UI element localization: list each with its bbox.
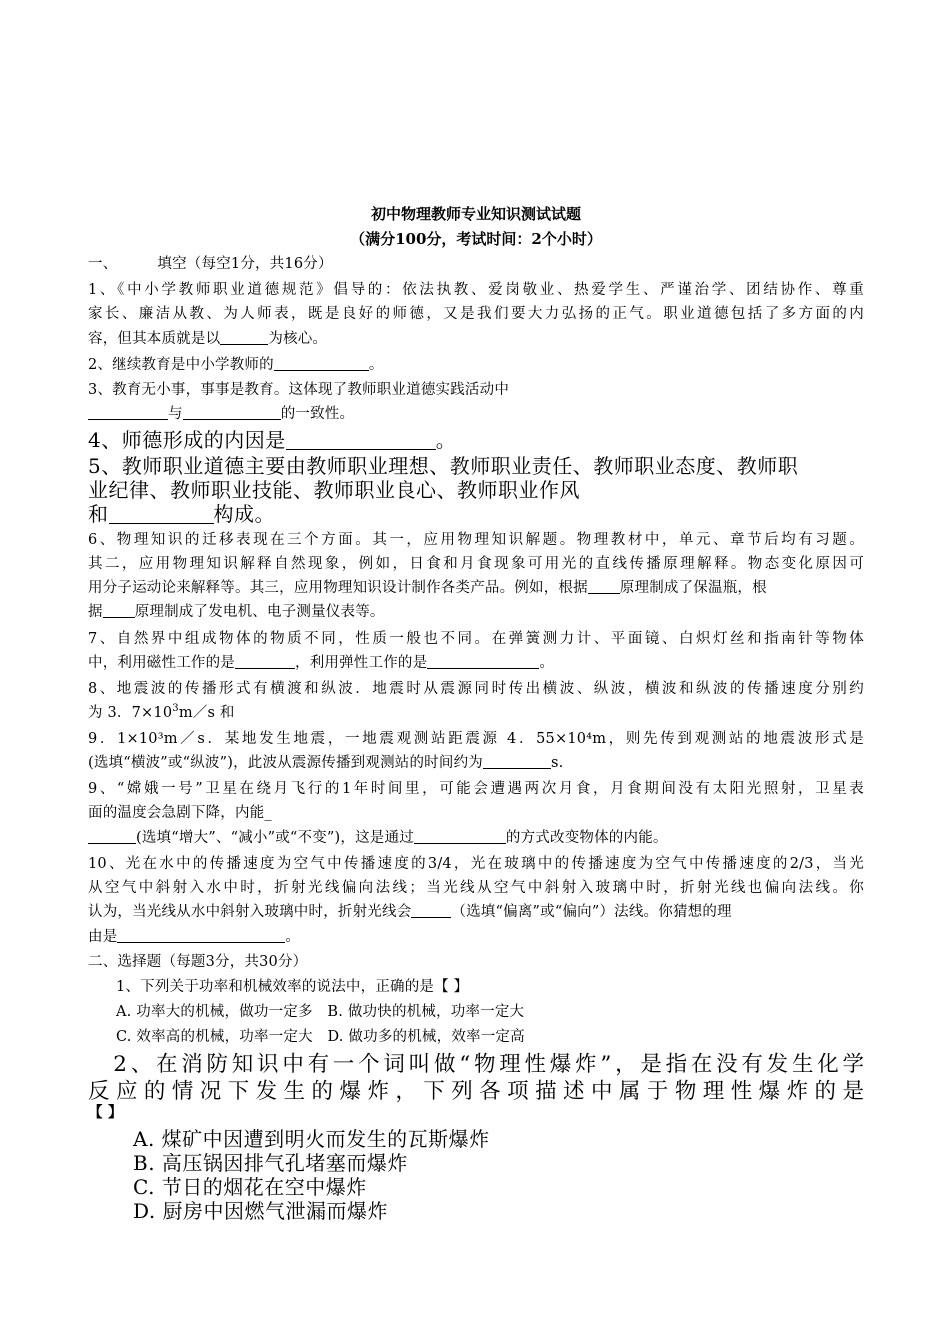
blank-5 (109, 503, 214, 524)
page-title: 初中物理教师专业知识测试试题 (370, 205, 581, 223)
mc-2-line-1: 2、在消防知识中有一个词叫做“物理性爆炸”，是指在没有发生化学 (88, 1052, 864, 1077)
blank-9b1 (88, 829, 136, 844)
question-3-line-2: 与 的一致性。 (88, 402, 354, 423)
mc-2-line-2: 反应的情况下发生的爆炸，下列各项描述中属于物理性爆炸的是 (88, 1079, 864, 1104)
blank-1 (220, 330, 268, 345)
blank-3a (88, 405, 168, 420)
question-1-line-1: 1、《中小学教师职业道德规范》倡导的：依法执教、爱岗敬业、热爱学生、严谨治学、团结协作、尊重 (88, 282, 864, 298)
question-7-line-1: 7、自然界中组成物体的物质不同，性质一般也不同。在弹簧测力计、平面镜、白炽灯丝和指南针等物体 (88, 631, 864, 647)
blank-6b (103, 603, 135, 618)
question-3-line-1: 3、教育无小事，事事是教育。这体现了教师职业道德实践活动中 (88, 382, 510, 398)
mc-1-stem: 1、下列关于功率和机械效率的说法中，正确的是【 】 (116, 979, 469, 995)
blank-7b (427, 654, 539, 669)
mc-2-answer-bracket: 【 】 (88, 1104, 123, 1121)
mc-2-option-b: B. 高压锅因排气孔堵塞而爆炸 (133, 1151, 408, 1175)
question-10-line-1: 10、光在水中的传播速度为空气中传播速度的3/4，光在玻璃中的传播速度为空气中传播速度的2/3，当光 (88, 856, 864, 872)
blank-10b (117, 928, 285, 943)
blank-9b2 (414, 829, 506, 844)
blank-10a (411, 903, 451, 918)
mc-1-options-ab: A. 功率大的机械，做功一定多 B. 做功快的机械，功率一定大 (116, 1004, 525, 1020)
blank-2 (274, 356, 369, 371)
question-8-line-2: 为 3．$7\times 10^3m/s$ 和 (88, 703, 235, 721)
section-1-title: 填空（每空1分，共16分） (157, 256, 333, 272)
question-2: 2、继续教育是中小学教师的 。 (88, 357, 384, 373)
question-4: 4、师德形成的内因是 。 (88, 428, 457, 452)
question-8-line-1: 8、地震波的传播形式有横渡和纵波．地震时从震源同时传出横波、纵波，横波和纵波的传播速度分别约 (88, 681, 864, 697)
blank-4 (286, 429, 436, 450)
question-6-line-4: 据 原理制成了发电机、电子测量仪表等。 (88, 604, 385, 620)
blank-3b (183, 405, 281, 420)
section-2-heading: 二、选择题（每题3分，共30分） (88, 954, 308, 970)
question-10-line-3: 认为，当光线从水中斜射入玻璃中时，折射光线会 （选填“偏离”或“偏向”）法线。你猜想的理 (88, 904, 732, 920)
page-subtitle: （满分100分，考试时间：2个小时） (350, 230, 602, 248)
mc-2-option-a: A. 煤矿中因遭到明火而发生的瓦斯爆炸 (133, 1127, 490, 1151)
section-1-number: 一、 (88, 256, 118, 272)
question-10-line-2: 从空气中斜射入水中时，折射光线偏向法线；当光线从空气中斜射入玻璃中时，折射光线也偏向法线。你 (88, 880, 864, 896)
section-1-heading (88, 252, 333, 273)
question-5-line-2: 业纪律、教师职业技能、教师职业良心、教师职业作风 (88, 478, 580, 502)
mc-2-option-c: C. 节日的烟花在空中爆炸 (133, 1175, 367, 1199)
question-10-line-4: 由是 。 (88, 929, 301, 945)
blank-9a (483, 754, 551, 769)
question-1-line-2: 家长、廉洁从教、为人师表，既是良好的师德，又是我们要大力弘扬的正气。职业道德包括了多方面的内 (88, 306, 864, 322)
blank-7a (235, 654, 295, 669)
question-5-line-1: 5、教师职业道德主要由教师职业理想、教师职业责任、教师职业态度、教师职 (88, 454, 799, 478)
question-6-line-2: 其二，应用物理知识解释自然现象，例如，日食和月食现象可用光的直线传播原理解释。物态变化原因可 (88, 556, 864, 572)
question-9a-line-2: (选填“横波”或“纵波”)，此波从震源传播到观测站的时间约为 s. (88, 755, 564, 771)
question-6-line-3: 用分子运动论来解释等。其三，应用物理知识设计制作各类产品。例如，根据 原理制成了保温瓶，根 (88, 580, 767, 596)
mc-2-option-d: D. 厨房中因燃气泄漏而爆炸 (133, 1199, 389, 1223)
mc-1-options-cd: C. 效率高的机械，功率一定大 D. 做功多的机械，效率一定高 (116, 1029, 525, 1045)
question-9b-line-3: (选填“增大”、“减小”或“不变”)，这是通过 的方式改变物体的内能。 (88, 826, 668, 847)
question-9b-line-2: 面的温度会急剧下降，内能_ (88, 805, 272, 821)
question-6-line-1: 6、物理知识的迁移表现在三个方面。其一，应用物理知识解题。物理教材中，单元、章节后均有习题。 (88, 532, 864, 548)
blank-6a (588, 579, 620, 594)
question-9a-line-1: 9．1×10³m／s．某地发生地震，一地震观测站距震源 4．55×10⁴m，则先传到观测站的地震波形式是 (88, 731, 864, 747)
question-5-line-3: 和 构成。 (88, 502, 275, 526)
question-9b-line-1: 9、“嫦娥一号”卫星在绕月飞行的1年时间里，可能会遭遇两次月食，月食期间没有太阳光照射，卫星表 (88, 781, 864, 797)
question-7-line-2: 中，利用磁性工作的是 ，利用弹性工作的是 。 (88, 655, 555, 671)
question-1-line-3: 容，但其本质就是以 为核心。 (88, 331, 328, 347)
